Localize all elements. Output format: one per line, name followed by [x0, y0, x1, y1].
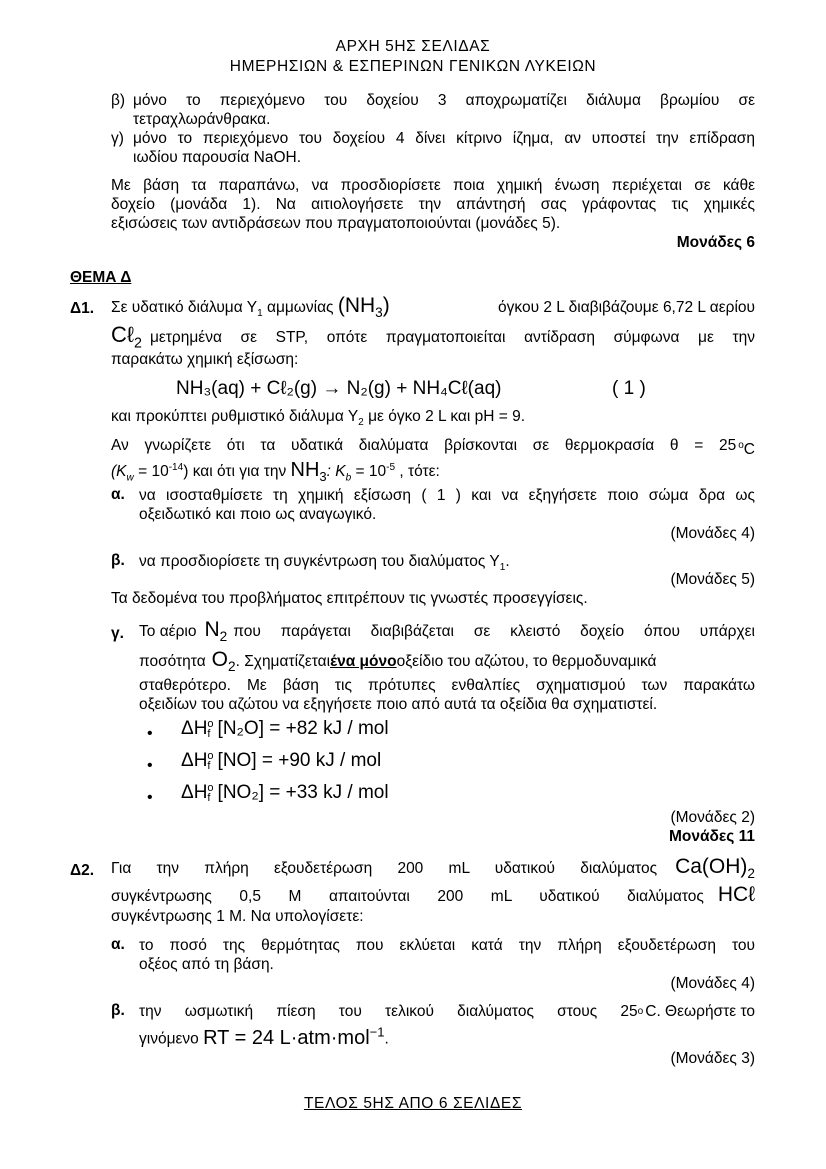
- header-line-1: ΑΡΧΗ 5ΗΣ ΣΕΛΙΔΑΣ: [335, 38, 491, 55]
- bullet-marker: •: [147, 725, 153, 742]
- d1-c-marks: (Μονάδες 2): [670, 809, 755, 826]
- d1-c-line-2: ποσότητα $O_2$ . Σχηματίζεται ένα μόνο οξείδιο του αζώτου, το θερμοδυναμικά: [139, 648, 657, 675]
- d2-b-label: β.: [111, 1002, 125, 1019]
- d1-note: Τα δεδομένα του προβλήματος επιτρέπουν τις γνωστές προσεγγίσεις.: [111, 590, 588, 607]
- d1-line-1-text-c: όγκου 2 L διαβιβάζουμε 6,72 L αερίου: [498, 299, 755, 316]
- d2-b-line-2: γινόμενο RT = 24 L·atm·mol$^{-1}$.: [139, 1024, 389, 1049]
- d1-line-4: και προκύπτει ρυθμιστικό διάλυμα $\Upsilon_2$ με όγκο 2 L και pH = 9.: [111, 408, 526, 429]
- hcl-formula: HCℓ: [717, 883, 755, 906]
- d1-a-marks: (Μονάδες 4): [670, 525, 755, 542]
- d2-line-1: Για την πλήρη εξουδετέρωση 200 mL υδατικού διαλύματος $Ca(OH)_2$: [111, 855, 755, 882]
- d1-line-2-text: μετρημένα σε STP, οπότε πραγματοποιείται αντίδραση σύμφωνα με την: [149, 329, 755, 346]
- d1-c-label: γ.: [111, 625, 124, 642]
- theme-title: ΘΕΜΑ Δ: [70, 269, 132, 286]
- marks-11: Μονάδες 11: [668, 828, 755, 845]
- d1-c-line-4: οξειδίων του αζώτου να εξηγήσετε ποιο από αυτά τα οξείδια θα σχηματιστεί.: [139, 696, 658, 713]
- item-b-label: β): [111, 92, 126, 109]
- item-c-label: γ): [111, 130, 124, 147]
- chemical-equation: NH₃(aq) + Cℓ₂(g) → N₂(g) + NH₄Cℓ(aq): [176, 378, 502, 399]
- item-b-line-1: μόνο το περιεχόμενο του δοχείου 3 αποχρωματίζει διάλυμα βρωμίου σε: [133, 92, 755, 109]
- bullet-marker: •: [147, 789, 153, 806]
- paragraph-line-2: δοχείο (μονάδα 1). Να αιτιολογήσετε την απάντησή σας γράφοντας τις χημικές: [111, 196, 755, 213]
- d1-c-line-1: Το αέριο $N_2$ που παράγεται διαβιβάζεται σε κλειστό δοχείο όπου υπάρχει: [139, 618, 755, 645]
- d1-line-1-text-b: αμμωνίας: [262, 299, 338, 316]
- paragraph-line-3: εξισώσεις των αντιδράσεων που πραγματοποιούνται (μονάδες 5).: [111, 215, 561, 232]
- d1-a-label: α.: [111, 486, 125, 503]
- o2-formula: $O_2$: [211, 648, 236, 675]
- d1-a-line-1: να ισοσταθμίσετε τη χημική εξίσωση ( 1 ) και να εξηγήσετε ποιο σώμα δρα ως: [139, 487, 755, 504]
- d2-label: Δ2.: [70, 862, 95, 879]
- d1-a-line-2: οξειδωτικό και ποιο ως αναγωγικό.: [139, 506, 377, 523]
- d1-line-3: παρακάτω χημική εξίσωση:: [111, 351, 299, 368]
- equation-number: ( 1 ): [612, 378, 646, 399]
- bullet-marker: •: [147, 757, 153, 774]
- nh3-formula: $(NH_3)$: [337, 294, 390, 321]
- d1-line-1-text: Σε υδατικό διάλυμα Υ: [111, 299, 258, 316]
- d2-a-label: α.: [111, 936, 125, 953]
- enthalpy-no: ΔH o f [NO] = +90 kJ / mol: [181, 749, 382, 772]
- d1-line-5: Αν γνωρίζετε ότι τα υδατικά διαλύματα βρίσκονται σε θερμοκρασία θ = 25 $^o$C: [111, 437, 755, 459]
- d2-a-line-2: οξέος από τη βάση.: [139, 956, 274, 973]
- d1-line-6: $(K_w = 10^{-14})$ και ότι για την $NH_3$: $K_b = 10^{-5}$ , τότε:: [111, 459, 440, 485]
- caoh2-formula: $Ca(OH)_2$: [675, 855, 755, 882]
- d2-a-line-1: το ποσό της θερμότητας που εκλύεται κατά την πλήρη εξουδετέρωση του: [139, 937, 755, 954]
- item-c-line-1: μόνο το περιεχόμενο του δοχείου 4 δίνει κίτρινο ίζημα, αν υποστεί την επίδραση: [133, 130, 755, 147]
- page-footer: ΤΕΛΟΣ 5ΗΣ ΑΠΟ 6 ΣΕΛΙΔΕΣ: [303, 1095, 523, 1112]
- d2-b-marks: (Μονάδες 3): [670, 1050, 755, 1067]
- enthalpy-n2o: ΔH o f [N₂O] = +82 kJ / mol: [181, 717, 389, 740]
- d1-b-line-1: να προσδιορίσετε τη συγκέντρωση του διαλύματος $\Upsilon_1$.: [139, 553, 510, 574]
- d1-line-1: [111, 296, 755, 323]
- item-b-line-2: τετραχλωράνθρακα.: [133, 111, 271, 128]
- d1-line-5-text: Αν γνωρίζετε ότι τα υδατικά διαλύματα βρίσκονται σε θερμοκρασία θ = 25: [111, 437, 737, 454]
- marks-6: Μονάδες 6: [676, 234, 755, 251]
- d2-line-3: συγκέντρωσης 1 M. Να υπολογίσετε:: [111, 908, 364, 925]
- d2-a-marks: (Μονάδες 4): [670, 975, 755, 992]
- one-only-emphasis: ένα μόνο: [330, 653, 397, 670]
- d1-b-label: β.: [111, 552, 125, 569]
- d1-c-line-3: σταθερότερο. Με βάση τις πρότυπες ενθαλπίες σχηματισμού των παρακάτω: [139, 677, 755, 694]
- d2-b-line-1: την ωσμωτική πίεση του τελικού διαλύματος στους 25 o C. Θεωρήστε το: [139, 1003, 755, 1020]
- y1-sub: 1: [257, 308, 263, 320]
- enthalpy-no2: ΔH o f [NO₂] = +33 kJ / mol: [181, 781, 389, 804]
- header-line-2: ΗΜΕΡΗΣΙΩΝ & ΕΣΠΕΡΙΝΩΝ ΓΕΝΙΚΩΝ ΛΥΚΕΙΩΝ: [229, 58, 597, 75]
- cl2-formula: Cℓ$_2$: [111, 322, 142, 352]
- d1-label: Δ1.: [70, 300, 95, 317]
- paragraph-line-1: Με βάση τα παραπάνω, να προσδιορίσετε ποια χημική ένωση περιέχεται σε κάθε: [111, 177, 755, 194]
- d2-line-2: συγκέντρωσης 0,5 M απαιτούνται 200 mL υδατικού διαλύματος HCℓ: [111, 883, 755, 906]
- n2-formula: $N_2$: [204, 618, 228, 645]
- rt-formula: RT = 24 L·atm·mol$^{-1}$: [203, 1024, 385, 1049]
- d1-b-marks: (Μονάδες 5): [670, 571, 755, 588]
- item-c-line-2: ιωδίου παρουσία NaOH.: [133, 149, 302, 166]
